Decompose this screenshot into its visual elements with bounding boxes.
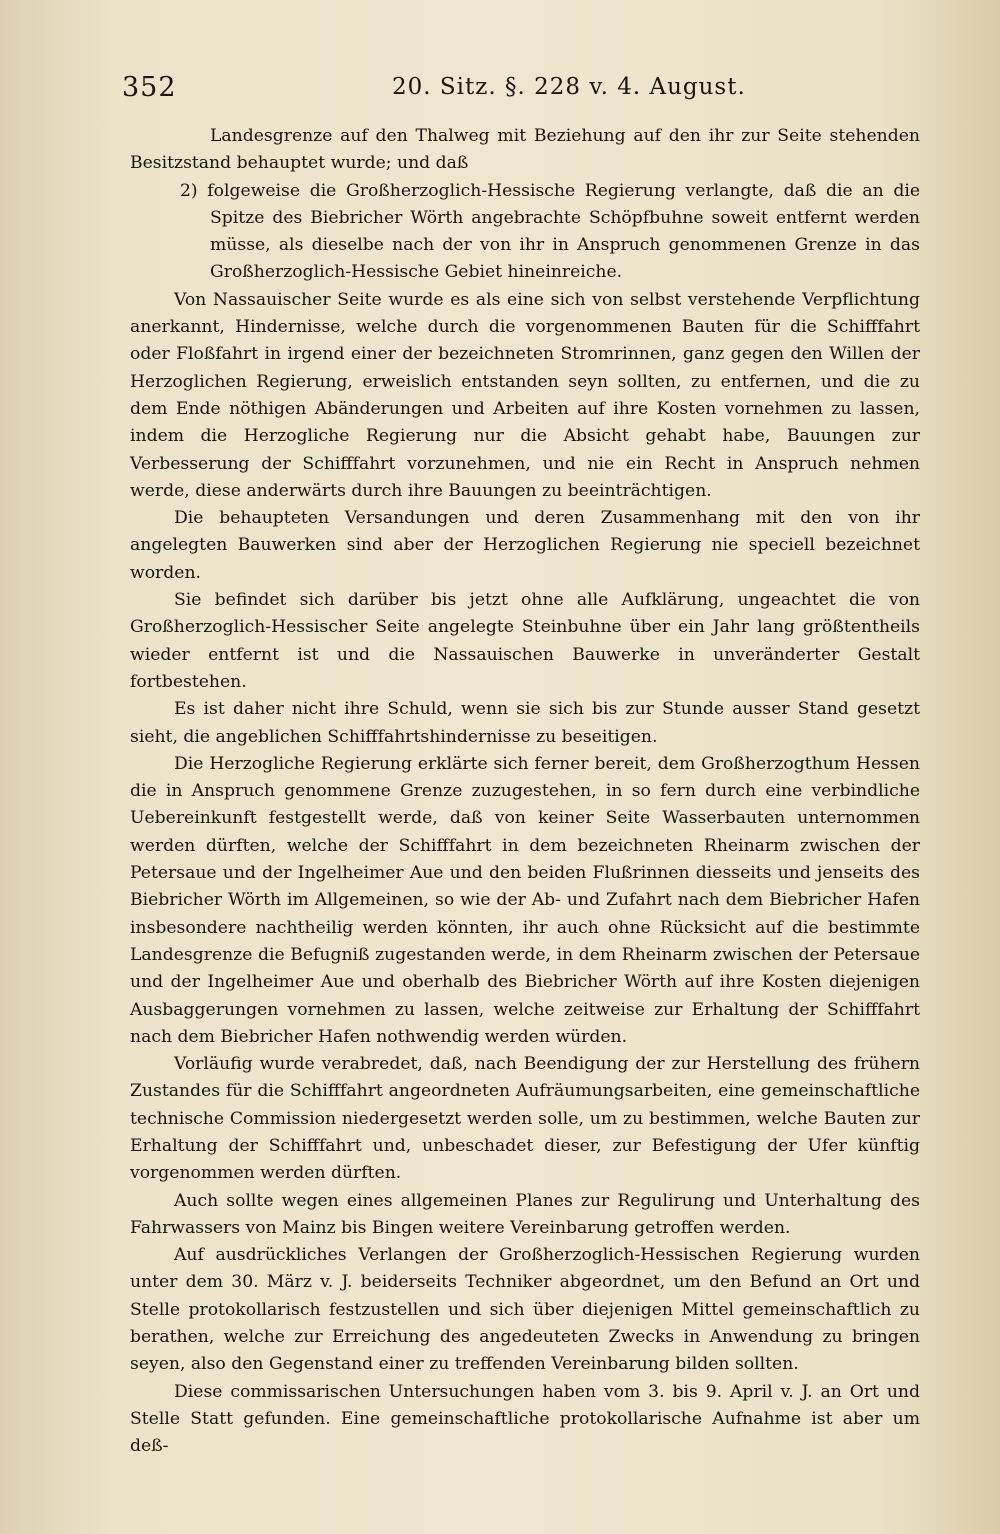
running-head: 20. Sitz. §. 228 v. 4. August. <box>392 74 746 100</box>
paragraph-11: Diese commissarischen Untersuchungen haben vom 3. bis 9. April v. J. an Ort und Stelle Statt gefunden. Eine gemeinschaftliche protokollarische Aufnahme ist aber um deß- <box>130 1381 920 1457</box>
page-body <box>130 123 920 1461</box>
paragraph-6: Es ist daher nicht ihre Schuld, wenn sie sich bis zur Stunde ausser Stand gesetzt sieht, die angeblichen Schifffahrtshindernisse zu beseitigen. <box>130 699 920 747</box>
paragraph-9: Auch sollte wegen eines allgemeinen Planes zur Regulirung und Unterhaltung des Fahrwassers von Mainz bis Bingen weitere Vereinbarung getroffen werden. <box>130 1190 920 1238</box>
page-number: 352 <box>122 72 177 103</box>
paragraph-2-list-item: 2) folgeweise die Großherzoglich-Hessische Regierung verlangte, daß die an die Spitze des Biebricher Wörth angebrachte Schöpfbuhne soweit entfernt werden müsse, als dieselbe nach der von ihr in Anspruch genommenen Grenze in das Großherzoglich-Hessische Gebiet hineinreiche. <box>180 180 920 283</box>
paragraph-3: Von Nassauischer Seite wurde es als eine sich von selbst verstehende Verpflichtung anerkannt, Hindernisse, welche durch die vorgenommenen Bauten für die Schifffahrt oder Floßfahrt in irgend einer der bezeichneten Stromrinnen, ganz gegen den Willen der Herzoglichen Regierung, erweislich entstanden seyn sollten, zu entfernen, und die zu dem Ende nöthigen Abänderungen und Arbeiten auf ihre Kosten vornehmen zu lassen, indem die Herzogliche Regierung nur die Absicht gehabt habe, Bauungen zur Verbesserung der Schifffahrt vorzunehmen, und nie ein Recht in Anspruch nehmen werde, diese anderwärts durch ihre Bauungen zu beeinträchtigen. <box>130 289 920 501</box>
paragraph-8: Vorläufig wurde verabredet, daß, nach Beendigung der zur Herstellung des frühern Zustandes für die Schifffahrt angeordneten Aufräumungsarbeiten, eine gemeinschaftliche technische Commission niedergesetzt werden solle, um zu bestimmen, welche Bauten zur Erhaltung der Schifffahrt und, unbeschadet dieser, zur Befestigung der Ufer künftig vorgenommen werden dürften. <box>130 1054 920 1184</box>
paragraph-1: Landesgrenze auf den Thalweg mit Beziehung auf den ihr zur Seite stehenden Besitzstand behauptet wurde; und daß <box>130 126 920 174</box>
paragraph-10: Auf ausdrückliches Verlangen der Großherzoglich-Hessischen Regierung wurden unter dem 30. März v. J. beiderseits Techniker abgeordnet, um den Befund an Ort und Stelle protokollarisch festzustellen und sich über diejenigen Mittel gemeinschaftlich zu berathen, welche zur Erreichung des angedeuteten Zwecks in Anwendung zu bringen seyen, also den Gegenstand einer zu treffenden Vereinbarung bilden sollten. <box>130 1245 920 1375</box>
page-header <box>122 72 895 112</box>
paragraph-4: Die behaupteten Versandungen und deren Zusammenhang mit den von ihr angelegten Bauwerken sind aber der Herzoglichen Regierung nie speciell bezeichnet worden. <box>130 508 920 583</box>
paragraph-7: Die Herzogliche Regierung erklärte sich ferner bereit, dem Großherzogthum Hessen die in Anspruch genommene Grenze zuzugestehen, in so fern durch eine verbindliche Uebereinkunft festgestellt werde, daß von keiner Seite Wasserbauten unternommen werden dürften, welche der Schifffahrt in dem bezeichneten Rheinarm zwischen der Petersaue und der Ingelheimer Aue und den beiden Flußrinnen diesseits und jenseits des Biebricher Wörth im Allgemeinen, so wie der Ab- und Zufahrt nach dem Biebricher Hafen insbesondere nachtheilig werden könnten, ihr auch ohne Rücksicht auf die bestimmte Landesgrenze die Befugniß zugestanden werde, in dem Rheinarm zwischen der Petersaue und der Ingelheimer Aue und oberhalb des Biebricher Wörth auf ihre Kosten diejenigen Ausbaggerungen vornehmen zu lassen, welche zeitweise zur Erhaltung der Schifffahrt nach dem Biebricher Hafen nothwendig werden würden. <box>130 753 920 1047</box>
paragraph-5: Sie befindet sich darüber bis jetzt ohne alle Aufklärung, ungeachtet die von Großherzoglich-Hessischer Seite angelegte Steinbuhne über ein Jahr lang größtentheils wieder entfernt ist und die Nassauischen Bauwerke in unveränderter Gestalt fortbestehen. <box>130 590 920 692</box>
